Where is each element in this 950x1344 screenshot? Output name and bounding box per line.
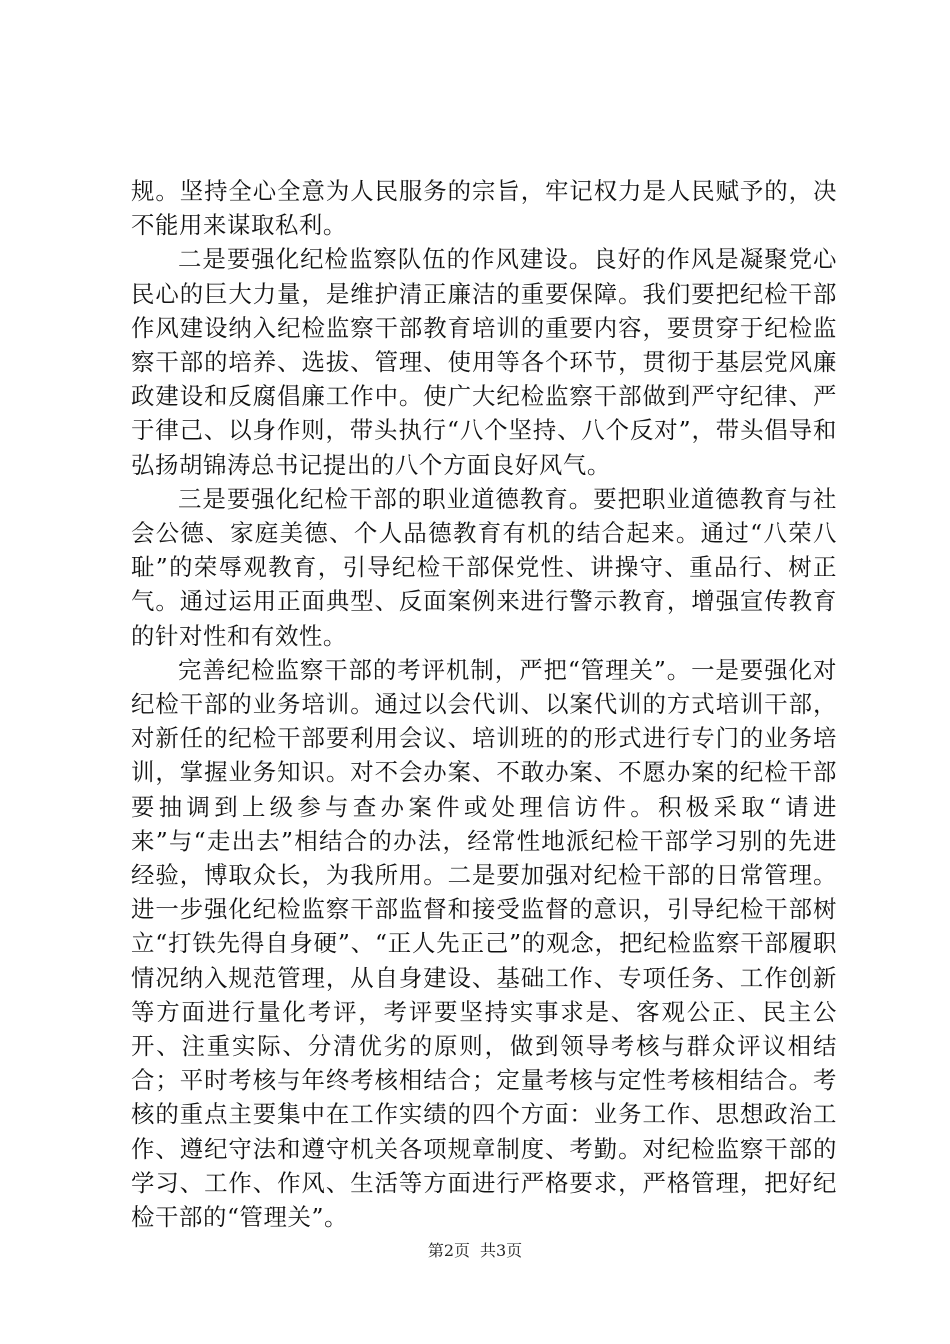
page-footer (0, 1240, 950, 1262)
page-number: 第2页 (427, 1241, 470, 1260)
page-total: 共3页 (480, 1241, 523, 1260)
paragraph-ethics-education: 三是要强化纪检干部的职业道德教育。要把职业道德教育与社会公德、家庭美德、个人品德教育有机的结合起来。通过“八荣八耻”的荣辱观教育，引导纪检干部保党性、讲操守、重品行、树正气。通过运用正面典型、反面案例来进行警示教育，增强宣传教育的针对性和有效性。 (131, 484, 837, 650)
paragraph-evaluation-mechanism: 完善纪检监察干部的考评机制，严把“管理关”。一是要强化对纪检干部的业务培训。通过以会代训、以案代训的方式培训干部，对新任的纪检干部要利用会议、培训班的的形式进行专门的业务培训，掌握业务知识。对不会办案、不敢办案、不愿办案的纪检干部要抽调到上级参与查办案件或处理信访件。积极采取“请进来”与“走出去”相结合的办法，经常性地派纪检干部学习别的先进经验，博取众长，为我所用。二是要加强对纪检干部的日常管理。进一步强化纪检监察干部监督和接受监督的意识，引导纪检干部树立“打铁先得自身硬”、“正人先正己”的观念，把纪检监察干部履职情况纳入规范管理，从自身建设、基础工作、专项任务、工作创新等方面进行量化考评，考评要坚持实事求是、客观公正、民主公开、注重实际、分清优劣的原则，做到领导考核与群众评议相结合；平时考核与年终考核相结合；定量考核与定性考核相结合。考核的重点主要集中在工作实绩的四个方面：业务工作、思想政治工作、遵纪守法和遵守机关各项规章制度、考勤。对纪检监察干部的学习、工作、作风、生活等方面进行严格要求，严格管理，把好纪检干部的“管理关”。 (131, 655, 837, 1232)
paragraph-work-style: 二是要强化纪检监察队伍的作风建设。良好的作风是凝聚党心民心的巨大力量，是维护清正廉洁的重要保障。我们要把纪检干部作风建设纳入纪检监察干部教育培训的重要内容，要贯穿于纪检监察干部的培养、选拔、管理、使用等各个环节，贯彻于基层党风廉政建设和反腐倡廉工作中。使广大纪检监察干部做到严守纪律、严于律己、以身作则，带头执行“八个坚持、八个反对”，带头倡导和弘扬胡锦涛总书记提出的八个方面良好风气。 (131, 245, 837, 479)
paragraph-continuation: 规。坚持全心全意为人民服务的宗旨，牢记权力是人民赋予的，决不能用来谋取私利。 (131, 177, 837, 240)
document-body (131, 174, 837, 1234)
